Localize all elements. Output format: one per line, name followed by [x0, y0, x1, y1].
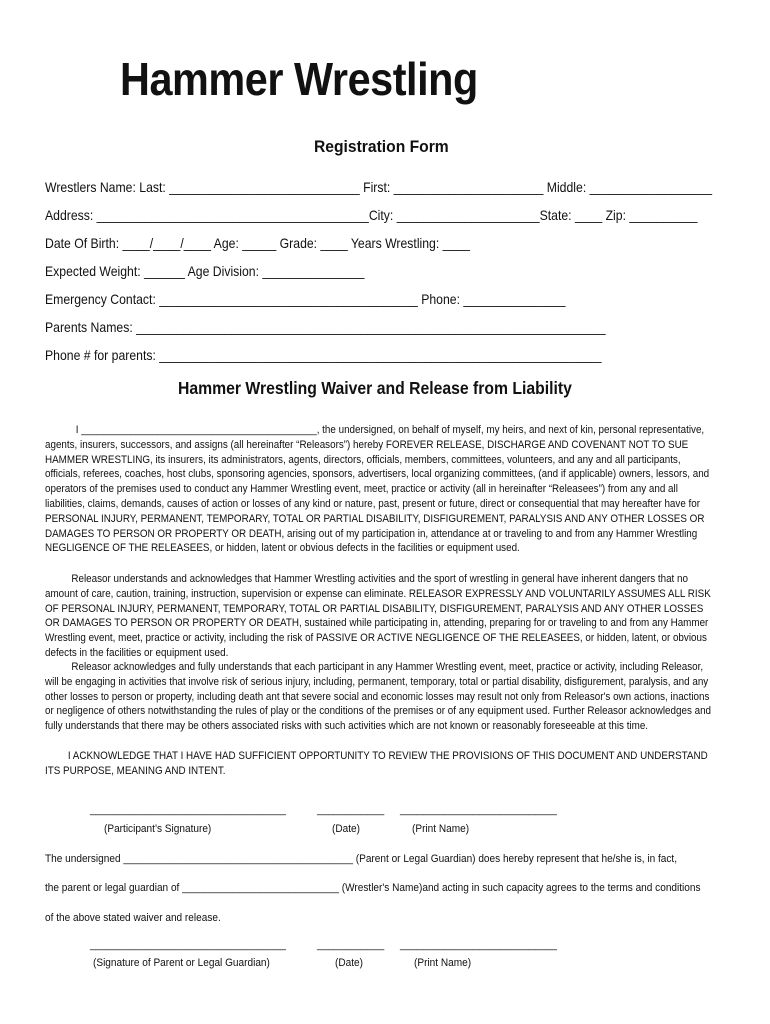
- participant-print-line[interactable]: ____________________________: [400, 804, 557, 816]
- birth-age-field[interactable]: Date Of Birth: ____/____/____ Age: _____ Grade: ____ Years Wrestling: ____: [45, 236, 470, 251]
- waiver-paragraph-acknowledge: Releasor acknowledges and fully understands that each participant in any Hammer Wrestling event, meet, practice or activity, including Releasor, will be engaging in activities that involve risk of serious injury, including, permanent, temporary, total or partial disability, disfigurement, paralysis, and any other losses to person or property, including death ant that severe social and economic losses may result not only from Releasor's own actions, inactions or negligence of others notwithstanding the rules of play or the conditions of the premises or of any equipment used. Further Releasor acknowledges and fully understands that there may be others associated risks with such activities which are not known or reasonably foreseeable at this time.: [45, 661, 712, 733]
- guardian-print-label: (Print Name): [414, 957, 472, 969]
- address-field[interactable]: Address: ________________________________________City: _____________________State: ____ Zip: __________: [45, 208, 698, 223]
- guardian-date-label: (Date): [335, 957, 363, 969]
- participant-date-line[interactable]: ____________: [317, 804, 385, 816]
- waiver-paragraph-risk: Releasor understands and acknowledges that Hammer Wrestling activities and the sport of wrestling in general have inherent dangers that no amount of care, caution, training, instruction, supervision or expense can eliminate. RELEASOR EXPRESSLY AND VOLUNTARILY ASSUMES ALL RISK OF PERSONAL INJURY, PERMANENT, TEMPORARY, TOTAL OR PARTIAL DISABILITY, DISFIGUREMENT, PARALYSIS AND ANY OTHER LOSSES OR DAMAGES TO PERSON OR PROPERTY OR DEATH, sustained while participating in, attending, preparing for or traveling to and from any Hammer Wrestling event, meet, practice or activity, including the risk of PASSIVE OR ACTIVE NEGLIGENCE OF THE RELEASEES, or hidden, latent, or obvious defects in the facilities or equipment used.: [45, 573, 711, 659]
- parents-names-field[interactable]: Parents Names: _____________________________________________________________________: [45, 320, 606, 335]
- guardian-statement-line2[interactable]: the parent or legal guardian of ____________________________ (Wrestler's Name)and acting in such capacity agrees to the terms and conditions: [45, 882, 701, 894]
- guardian-signature-line[interactable]: ___________________________________: [90, 939, 287, 951]
- guardian-statement-line3: of the above stated waiver and release.: [45, 912, 221, 924]
- guardian-date-line[interactable]: ____________: [317, 939, 385, 951]
- guardian-statement-line1[interactable]: The undersigned _________________________________________ (Parent or Legal Guardian) does hereby represent that he/she is, in fact,: [45, 853, 678, 865]
- emergency-contact-field[interactable]: Emergency Contact: ______________________________________ Phone: _______________: [45, 292, 566, 307]
- participant-signature-line[interactable]: ___________________________________: [90, 804, 287, 816]
- participant-print-label: (Print Name): [412, 823, 470, 835]
- page-title: Hammer Wrestling: [120, 53, 478, 105]
- participant-date-label: (Date): [332, 823, 360, 835]
- participant-signature-label: (Participant’s Signature): [104, 823, 212, 835]
- waiver-title: Hammer Wrestling Waiver and Release from Liability: [178, 378, 572, 398]
- weight-division-field[interactable]: Expected Weight: ______ Age Division: _______________: [45, 264, 365, 279]
- waiver-paragraph-release: I ___________________________________________, the undersigned, on behalf of myself, my heirs, and next of kin, personal representative, agents, insurers, successors, and assigns (all hereinafter “Releasors”) hereby FOREVER RELEASE, DISCHARGE AND COVENANT NOT TO SUE HAMMER WRESTLING, its insurers, its administrators, agents, directors, officials, members, committees, volunteers, and any and all participants, officials, referees, coaches, host clubs, sponsoring agencies, sponsors, advertisers, local organizing committees, (and if applicable) owners, lessors, and operators of the premises used to conduct any Hammer Wrestling event, meet, practice or activity (all in hereinafter “Releasees”) from any and all liabilities, claims, demands, causes of action or losses of any kind or nature, past, present or future, direct or consequential that may hereafter have for PERSONAL INJURY, PERMANENT, TEMPORARY, TOTAL OR PARTIAL DISABILITY, DISFIGUREMENT, PARALYSIS AND ANY OTHER LOSSES OR DAMAGES TO PERSON OR PROPERTY OR DEATH, arising out of my participation in, attendance at or traveling to and from any Hammer Wrestling NEGLIGENCE OF THE RELEASEES, or hidden, latent or obvious defects in the facilities or equipment used.: [45, 424, 710, 555]
- guardian-print-line[interactable]: ____________________________: [400, 939, 557, 951]
- guardian-signature-label: (Signature of Parent or Legal Guardian): [93, 957, 270, 969]
- waiver-paragraph-review: I ACKNOWLEDGE THAT I HAVE HAD SUFFICIENT OPPORTUNITY TO REVIEW THE PROVISIONS OF THIS DOCUMENT AND UNDERSTAND ITS PURPOSE, MEANING AND INTENT.: [45, 750, 708, 777]
- parents-phone-field[interactable]: Phone # for parents: _________________________________________________________________: [45, 348, 602, 363]
- form-subtitle: Registration Form: [314, 137, 449, 156]
- wrestler-name-field[interactable]: Wrestlers Name: Last: ____________________________ First: ______________________ Middle: __________________: [45, 180, 713, 195]
